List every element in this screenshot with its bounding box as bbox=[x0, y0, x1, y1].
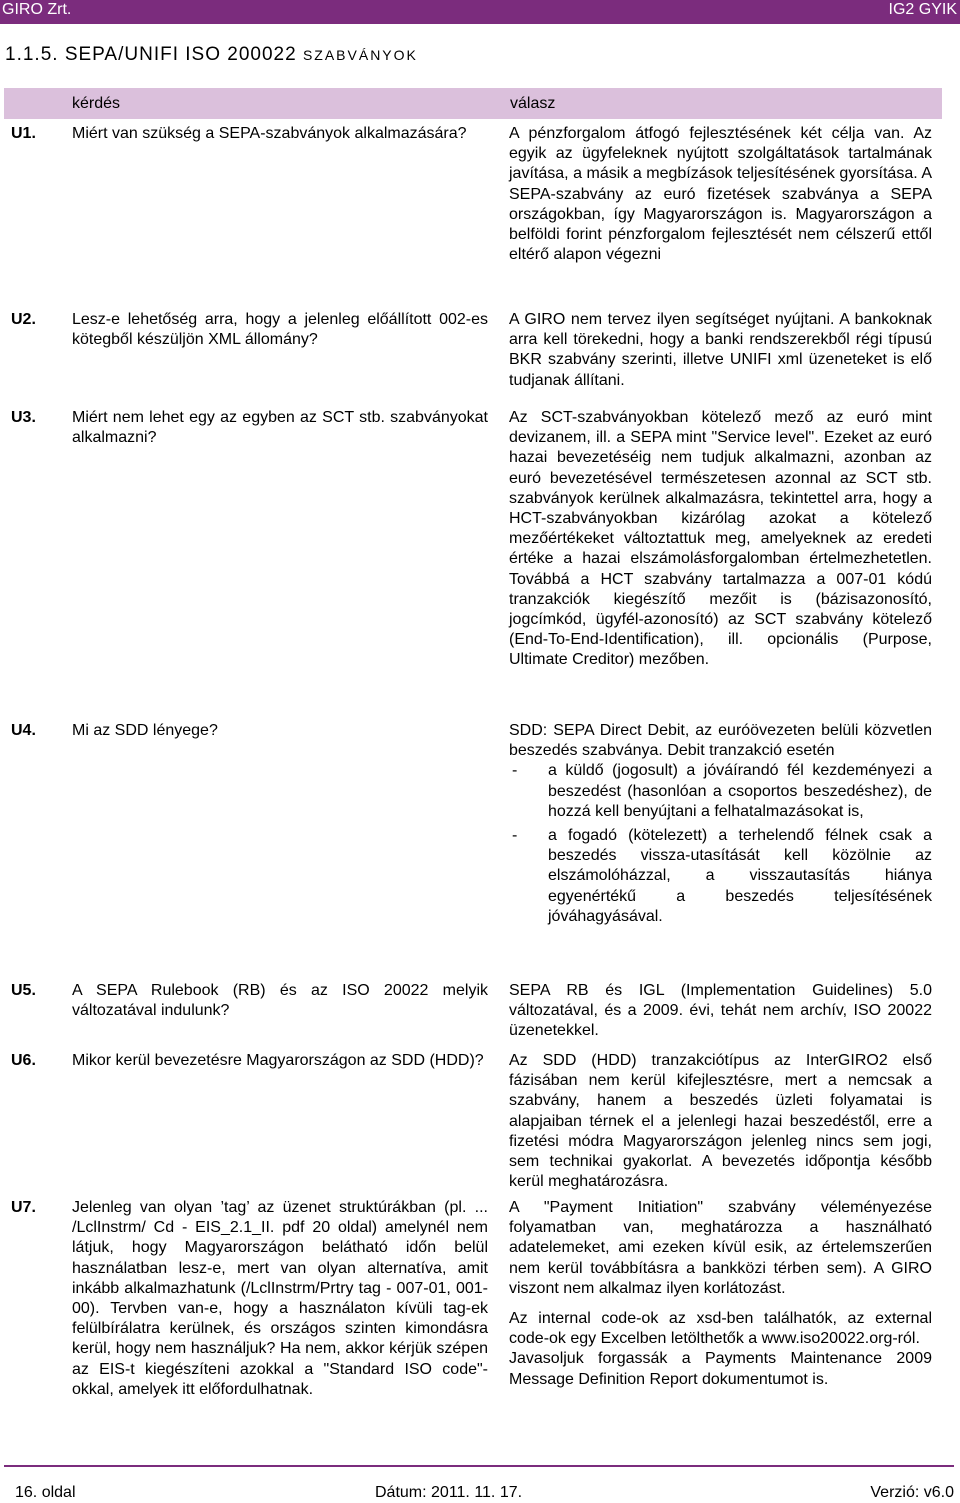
bullet-item bbox=[509, 761, 932, 822]
row-number: U4. bbox=[11, 722, 36, 739]
answer-text-3: Javasoljuk forgassák a Payments Maintenance 2009 Message Definition Report dokumentumot is. bbox=[509, 1350, 932, 1388]
row-number: U5. bbox=[11, 982, 36, 999]
bullet-text: a fogadó (kötelezett) a terhelendő félnek csak a beszedés vissza-utasítását kell közölnie az elszámolóházzal, a visszautasítás hiánya egyenértékű a beszedés teljesítésének jóváhagyásával. bbox=[548, 827, 932, 925]
section-title-main: 1.1.5. SEPA/UNIFI ISO 200022 bbox=[5, 44, 297, 65]
bullet-dash: - bbox=[512, 827, 518, 845]
section-title-small: SZABVÁNYOK bbox=[302, 47, 418, 63]
answer-text: SEPA RB és IGL (Implementation Guidelines) 5.0 változatával, és a 2009. évi, tehát nem archív, ISO 20022 üzenetekkel. bbox=[509, 982, 932, 1040]
row-number: U7. bbox=[11, 1199, 36, 1216]
answer-text: A GIRO nem tervez ilyen segítséget nyújtani. A bankoknak arra kell törekedni, hogy a banki rendszerekből régi típusú BKR szabvány szerinti, illetve UNIFI xml üzeneteket is elő tudjanak állítani. bbox=[509, 311, 932, 389]
question-text: Miért nem lehet egy az egyben az SCT stb. szabványokat alkalmazni? bbox=[72, 409, 488, 447]
answer-text: A pénzforgalom átfogó fejlesztésének két célja van. Az egyik az ügyfeleknek nyújtott szolgáltatások tartalmának javítása, a másik a megbízások teljesítésének gyorsítása. A SEPA-szabvány az euró fizetések szabványa a SEPA országokban, így Magyarországon is. Magyarországon a belföldi forint pénzforgalom fejlesztését nem célszerű ettől eltérő alapon végezni bbox=[509, 125, 932, 264]
question-text: Miért van szükség a SEPA-szabványok alkalmazására? bbox=[72, 125, 467, 142]
company-name: GIRO Zrt. bbox=[2, 1, 72, 18]
answer-text: Az SDD (HDD) tranzakciótípus az InterGIRO2 első fázisában nem kerül kifejlesztésre, mert a nemcsak a szabvány, hanem a beszedés üzleti folyamatai is alapjaiban térnek el a jelenlegi hazai beszedéstől, erre a fizetési módra Magyarországon jelenleg nincs sem jogi, sem technikai gyakorlat. A bevezetés időpontja később kerül meghatározásra. bbox=[509, 1052, 932, 1191]
document-version: Verzió: v6.0 bbox=[870, 1484, 954, 1501]
row-number: U1. bbox=[11, 125, 36, 142]
bullet-text: a küldő (jogosult) a jóváírandó fél kezdeményezi a beszedést (hasonlóan a csoportos beszedéshez), de hozzá kell benyújtani a felhatalmazásokat is, bbox=[548, 762, 932, 820]
footer-divider bbox=[4, 1465, 954, 1467]
answer-text: SDD: SEPA Direct Debit, az euróövezeten belüli közvetlen beszedés szabványa. Debit tranzakció esetén bbox=[509, 722, 932, 760]
answer-text: Az SCT-szabványokban kötelező mező az euró mint devizanem, ill. a SEPA mint "Service level". Ezeket az euró hazai bevezetéséig nem tudjuk alkalmazni, azonban az euró bevezetésével természetesen azonnal az SCT stb. szabványok kerülnek alkalmazásra, tekintettel arra, hogy a HCT-szabványokban kizárólag azokat a kötelező mezőértékeket változtattuk meg, amelyeknek az eredeti értéke a hazai elszámolásforgalomban értelmezhetetlen. Továbbá a HCT szabvány tartalmazza a 007-01 kódú tranzakciók kiegészítő mezőit is (bázisazonosító, jogcímkód, ügyfél-azonosító) az SCT szabvány kötelező (End-To-End-Identification), ill. opcionális (Purpose, Ultimate Creditor) mezőben. bbox=[509, 409, 932, 669]
row-number: U3. bbox=[11, 409, 36, 426]
answer-text: A "Payment Initiation" szabvány véleményezése folyamatban van, meghatározza a használható adatelemeket, ami ezeken kívül esik, az értelemszerűen nem kerül továbbításra a bankközi térben sem). A GIRO viszont nem alkalmaz ilyen korlátozást. bbox=[509, 1199, 932, 1297]
answer-block bbox=[509, 1198, 932, 1390]
answer-block bbox=[509, 721, 932, 927]
row-number: U6. bbox=[11, 1052, 36, 1069]
column-header-question: kérdés bbox=[72, 95, 121, 112]
page-header bbox=[0, 0, 960, 24]
bullet-item bbox=[509, 826, 932, 927]
question-text: Jelenleg van olyan ’tag’ az üzenet struktúrákban (pl. ... /LclInstrm/ Cd - EIS_2.1_II. pdf 20 oldal) amelynél nem látjuk, hogy Magyarországon belátható időn belül használatban lesz-e, mert van olyan alternatíva, amit inkább alkalmazhatunk (/LclInstrm/Prtry tag - 007-01, 001-00). Tervben van-e, hogy a használaton kívüli tag-ek felülbírálatra kerülnek, és országos szinten kimondásra kerül, hogy nem használjuk? Ha nem, akkor kérjük szépen az EIS-t kiegészíteni azokkal a "Standard ISO code"-okkal, amelyek itt előfordulhatnak. bbox=[72, 1199, 488, 1398]
row-number: U2. bbox=[11, 311, 36, 328]
question-text: Lesz-e lehetőség arra, hogy a jelenleg előállított 002-es kötegből készüljön XML állomány? bbox=[72, 311, 488, 349]
document-code: IG2 GYIK bbox=[888, 1, 957, 18]
question-text: Mi az SDD lényege? bbox=[72, 722, 218, 739]
question-text: Mikor kerül bevezetésre Magyarországon az SDD (HDD)? bbox=[72, 1052, 484, 1069]
document-date: Dátum: 2011. 11. 17. bbox=[375, 1484, 523, 1501]
question-text: A SEPA Rulebook (RB) és az ISO 20022 melyik változatával indulunk? bbox=[72, 982, 488, 1020]
bullet-dash: - bbox=[512, 762, 518, 780]
column-header-answer: válasz bbox=[510, 95, 556, 112]
section-title bbox=[5, 44, 418, 66]
page-number: 16. oldal bbox=[15, 1484, 76, 1501]
table-header bbox=[4, 88, 942, 119]
answer-text-2: Az internal code-ok az xsd-ben találhatók, az external code-ok egy Excelben letölthetők a www.iso20022.org-ról. bbox=[509, 1310, 932, 1348]
